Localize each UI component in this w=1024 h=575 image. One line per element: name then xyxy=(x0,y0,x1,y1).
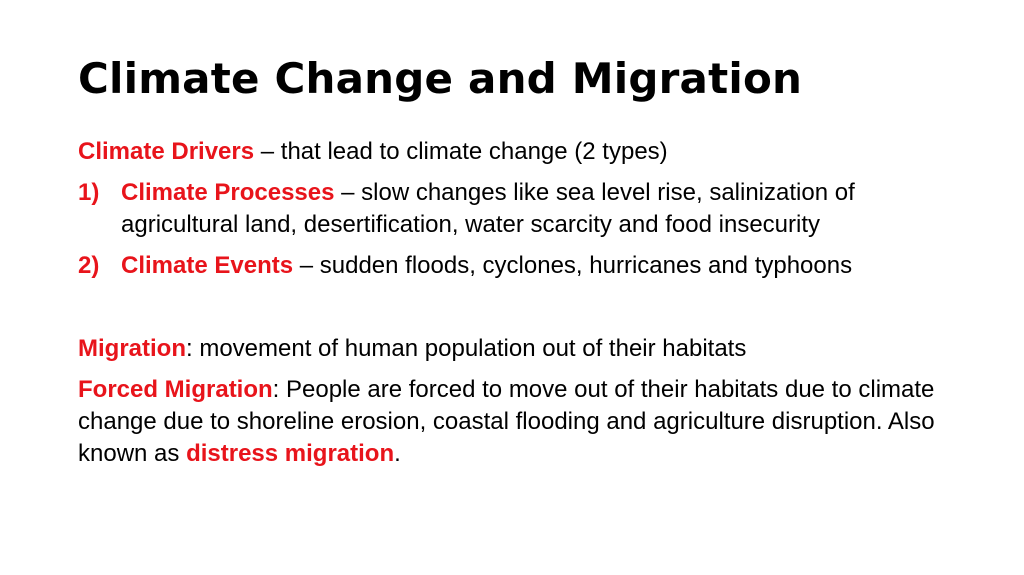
forced-migration-paragraph xyxy=(78,374,958,470)
slide-body xyxy=(78,136,958,470)
list-item-climate-events xyxy=(78,250,958,282)
distress-migration-term: distress migration xyxy=(186,440,395,467)
list-item-climate-processes xyxy=(78,177,958,241)
item-text: – slow changes like sea level rise, salinization of agricultural land, desertification, water scarcity and food insecurity xyxy=(121,179,855,238)
list-number: 2) xyxy=(78,252,100,279)
drivers-text: – that lead to climate change (2 types) xyxy=(254,138,668,165)
migration-term: Migration xyxy=(78,335,186,362)
forced-migration-text: : People are forced to move out of their habitats due to climate change due to shoreline erosion, coastal flooding and agriculture disruption. Also known as xyxy=(78,376,935,467)
migration-paragraph xyxy=(78,333,958,365)
forced-migration-term: Forced Migration xyxy=(78,376,273,403)
slide-title: Climate Change and Migration xyxy=(78,54,803,103)
list-number: 1) xyxy=(78,179,100,206)
item-term: Climate Events xyxy=(121,252,294,279)
item-text: – sudden floods, cyclones, hurricanes and typhoons xyxy=(293,252,853,279)
drivers-paragraph xyxy=(78,136,958,168)
migration-text: : movement of human population out of their habitats xyxy=(186,335,747,362)
item-term: Climate Processes xyxy=(121,179,335,206)
drivers-term: Climate Drivers xyxy=(78,138,255,165)
forced-migration-end: . xyxy=(394,440,401,467)
spacer xyxy=(78,282,958,324)
